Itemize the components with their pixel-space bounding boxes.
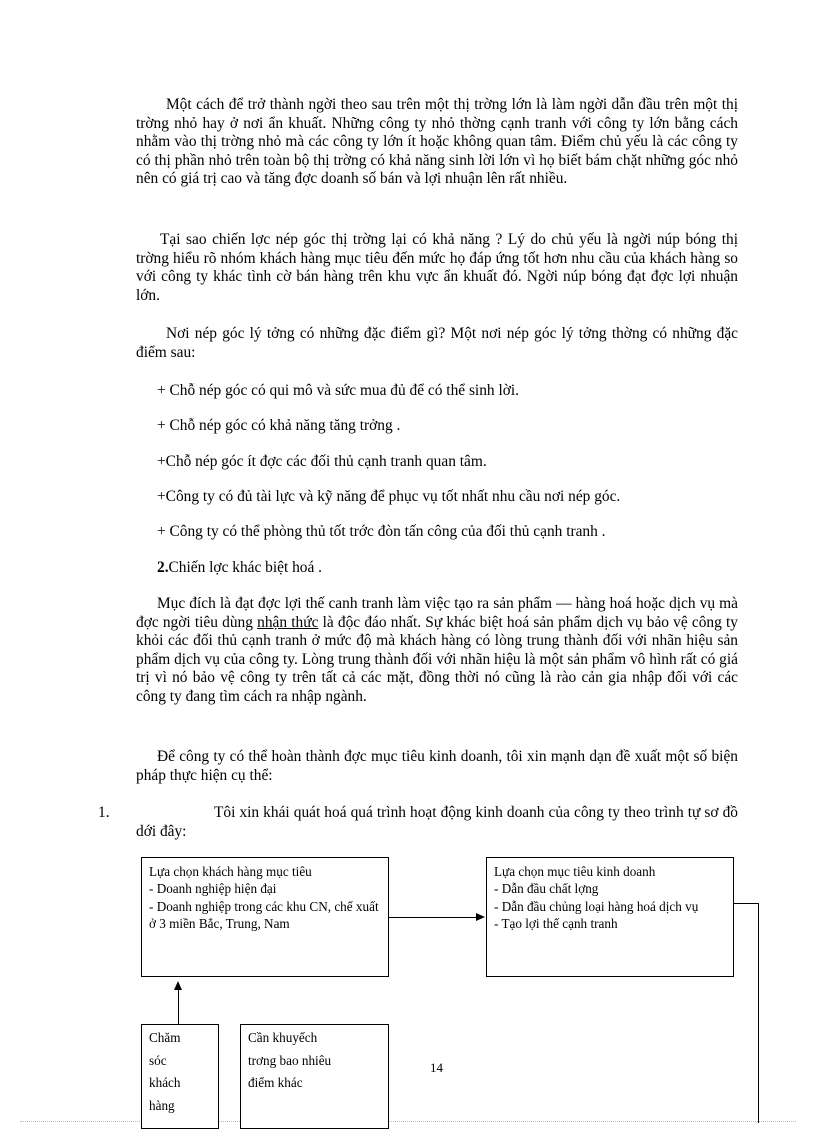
bullet-item: +Chỗ nép góc ít đợc các đối thủ cạnh tranh quan tâm.	[157, 453, 487, 470]
box-line: khách	[149, 1075, 181, 1090]
section-heading-text: Chiến lợc khác biệt hoá .	[168, 559, 322, 576]
box-line: - Doanh nghiệp hiện đại	[149, 881, 277, 897]
connector-line	[178, 989, 179, 1024]
box-promotion	[240, 1024, 389, 1129]
box-target-customers	[141, 857, 389, 977]
paragraph-niche-features: Nơi nép góc lý tởng có những đặc điểm gì? Một nơi nép góc lý tởng thờng có những đặc điểm sau:	[136, 325, 738, 361]
numbered-item-text: Tôi xin khái quát hoá quá trình hoạt động kinh doanh của công ty theo trình tự sơ đồ dới đây:	[136, 804, 738, 840]
box-line: Lựa chọn khách hàng mục tiêu	[149, 864, 312, 879]
box-line: - Dẫn đầu chủng loại hàng hoá dịch vụ	[494, 898, 699, 914]
section-heading	[157, 559, 322, 578]
box-line: hàng	[149, 1097, 175, 1113]
page-number: 14	[430, 1060, 443, 1075]
bullet-item: + Chỗ nép góc có khả năng tăng trởng .	[157, 417, 401, 434]
box-line: - Tạo lợi thế cạnh tranh	[494, 916, 618, 932]
connector-line	[389, 917, 477, 918]
paragraph-proposal: Để công ty có thể hoàn thành đợc mục tiêu kinh doanh, tôi xin mạnh dạn đề xuất một số biện pháp thực hiện cụ thể:	[136, 748, 738, 784]
box-customer-care	[141, 1024, 219, 1129]
paragraph-differentiation	[136, 595, 738, 707]
box-line: Lựa chọn mục tiêu kinh doanh	[494, 864, 656, 879]
paragraph-differentiation-part1: Mục đích là đạt đợc lợi thế canh tranh làm việc tạo ra sản phẩm — hàng hoá hoặc dịch vụ mà đợc ngời tiêu dùng	[136, 595, 738, 631]
bullet-item: + Chỗ nép góc có qui mô và sức mua đủ để có thể sinh lời.	[157, 382, 519, 399]
box-line: trơng bao nhiêu	[248, 1052, 332, 1068]
numbered-item-number: 1.	[98, 804, 110, 821]
box-line: Cần khuyếch	[248, 1030, 318, 1045]
box-line: điểm khác	[248, 1075, 303, 1090]
paragraph-niche-why: Tại sao chiến lợc nép góc thị trờng lại có khả năng ? Lý do chủ yếu là ngời núp bóng thị trờng hiểu rõ nhóm khách hàng mục tiêu đến mức họ đáp ứng tốt hơn nhu cầu của khách hàng so với công ty khác tình cờ bán hàng trên khu vực ẩn khuất đó. Ngời núp bóng đạt đợc lợi nhuận lớn.	[136, 231, 738, 304]
section-heading-number: 2.	[157, 559, 169, 576]
connector-line	[734, 903, 759, 904]
arrow-right-icon	[476, 913, 485, 921]
bullet-item: +Công ty có đủ tài lực và kỹ năng để phục vụ tốt nhất nhu cầu nơi nép góc.	[157, 488, 621, 505]
box-line: Chăm	[149, 1030, 181, 1045]
box-line: - Doanh nghiệp trong các khu CN, chế xuất ở 3 miền Bắc, Trung, Nam	[149, 898, 379, 932]
box-line: - Dẫn đầu chất lợng	[494, 881, 599, 897]
underlined-term: nhận thức	[257, 613, 319, 631]
paragraph-differentiation-part2: là độc đáo nhất. Sự khác biệt hoá sản phẩm dịch vụ bảo vệ công ty khỏi các đối thủ cạnh tranh ở mức độ mà khách hàng có lòng trung thành đối với nhãn hiệu sản phẩm dịch vụ của công ty. Lòng trung thành đối với nhãn hiệu là một sản phẩm vô hình rất có giá trị vì nó bảo vệ công ty trên tất cả các mặt, đồng thời nó cũng là rào cản gia nhập đối với các công ty đang tìm cách ra nhập ngành.	[136, 613, 738, 705]
box-business-goals	[486, 857, 734, 977]
connector-line	[758, 903, 759, 1123]
page-bottom-rule	[20, 1121, 796, 1122]
paragraph-niche-intro: Một cách để trở thành ngời theo sau trên một thị trờng lớn là làm ngời dẫn đầu trên một thị trờng nhỏ hay ở nơi ẩn khuất. Những công ty nhỏ thờng cạnh tranh với công ty lớn bằng cách nhằm vào thị trờng nhỏ mà các công ty lớn ít hoặc không quan tâm. Điểm chủ yếu là các công ty có thị phần nhỏ trên toàn bộ thị trờng có khả năng sinh lời lớn vì họ biết bám chặt những góc nhỏ nên có giá trị cao và tăng đợc doanh số bán và lợi nhuận lên rất nhiều.	[136, 96, 738, 188]
bullet-item: + Công ty có thể phòng thủ tốt trớc đòn tấn công của đối thủ cạnh tranh .	[157, 523, 606, 540]
box-line: sóc	[149, 1052, 167, 1068]
